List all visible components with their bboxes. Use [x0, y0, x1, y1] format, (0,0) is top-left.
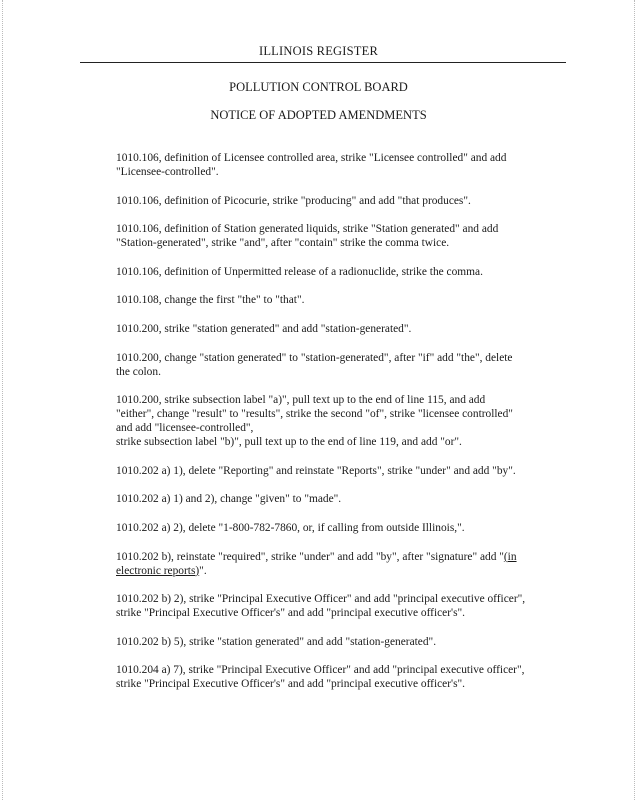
amendment-line: 1010.202 b) 2), strike "Principal Executive Officer" and add "principal executive officer", [116, 593, 526, 606]
amendment-item [116, 393, 570, 449]
amendment-line: "Station-generated", strike "and", after "contain" strike the comma twice. [116, 237, 450, 250]
amendment-item [116, 663, 570, 691]
amendment-item [116, 265, 570, 279]
amendment-line: the colon. [116, 365, 161, 378]
notice-title: NOTICE OF ADOPTED AMENDMENTS [210, 108, 427, 122]
amendment-item [116, 194, 570, 208]
inserted-text: (in [503, 550, 517, 563]
amendment-line: "either", change "result" to "results", strike the second "of", strike "licensee controlled" [116, 408, 513, 421]
amendment-line: and add "licensee-controlled", [116, 422, 254, 435]
amendment-line: 1010.106, definition of Unpermitted release of a radionuclide, strike the comma. [116, 265, 483, 278]
amendment-item [116, 351, 570, 379]
amendment-line: 1010.202 b) 5), strike "station generated" and add "station-generated". [116, 635, 437, 648]
amendment-line: 1010.200, strike "station generated" and add "station-generated". [116, 322, 412, 335]
amendment-line: 1010.106, definition of Picocurie, strike "producing" and add "that produces". [116, 194, 471, 207]
amendment-line: 1010.202 a) 2), delete "1-800-782-7860, or, if calling from outside Illinois,". [116, 521, 465, 534]
amendment-item [116, 550, 570, 578]
amendment-line: 1010.106, definition of Station generated liquids, strike "Station generated" and add [116, 223, 499, 236]
header-rule [80, 62, 566, 63]
amendment-line: 1010.204 a) 7), strike "Principal Executive Officer" and add "principal executive officer", [116, 664, 525, 677]
amendment-item [116, 464, 570, 478]
amendment-line: 1010.202 b), reinstate "required", strike "under" and add "by", after "signature" add "(in [116, 550, 517, 563]
amendment-item [116, 322, 570, 336]
amendment-item [116, 521, 570, 535]
amendment-line: 1010.200, change "station generated" to "station-generated", after "if" add "the", delete [116, 351, 513, 364]
register-title: ILLINOIS REGISTER [258, 44, 378, 58]
amendment-line: "Licensee-controlled". [116, 166, 219, 178]
amendment-item [116, 592, 570, 620]
amendment-line: strike "Principal Executive Officer's" and add "principal executive officer's". [116, 607, 466, 620]
agency-name: POLLUTION CONTROL BOARD [229, 80, 408, 94]
amendment-line: 1010.202 a) 1) and 2), change "given" to "made". [116, 493, 342, 506]
amendment-item [116, 293, 570, 307]
inserted-text: electronic reports) [116, 564, 200, 577]
amendment-item [116, 222, 570, 250]
amendment-line: strike subsection label "b)", pull text up to the end of line 119, and add "or". [116, 436, 462, 449]
amendment-line: 1010.108, change the first "the" to "that". [116, 294, 305, 307]
amendment-item [116, 492, 570, 506]
amendment-line: 1010.106, definition of Licensee controlled area, strike "Licensee controlled" and add [116, 152, 507, 164]
amendment-line: 1010.200, strike subsection label "a)", pull text up to the end of line 115, and add [116, 394, 486, 407]
amendment-item [116, 151, 570, 179]
amendment-line: strike "Principal Executive Officer's" and add "principal executive officer's". [116, 678, 466, 691]
amendment-line: electronic reports)". [116, 564, 207, 577]
amendment-line: 1010.202 a) 1), delete "Reporting" and reinstate "Reports", strike "under" and add "by". [116, 464, 516, 477]
amendment-item [116, 635, 570, 649]
amendment-list [116, 151, 570, 706]
